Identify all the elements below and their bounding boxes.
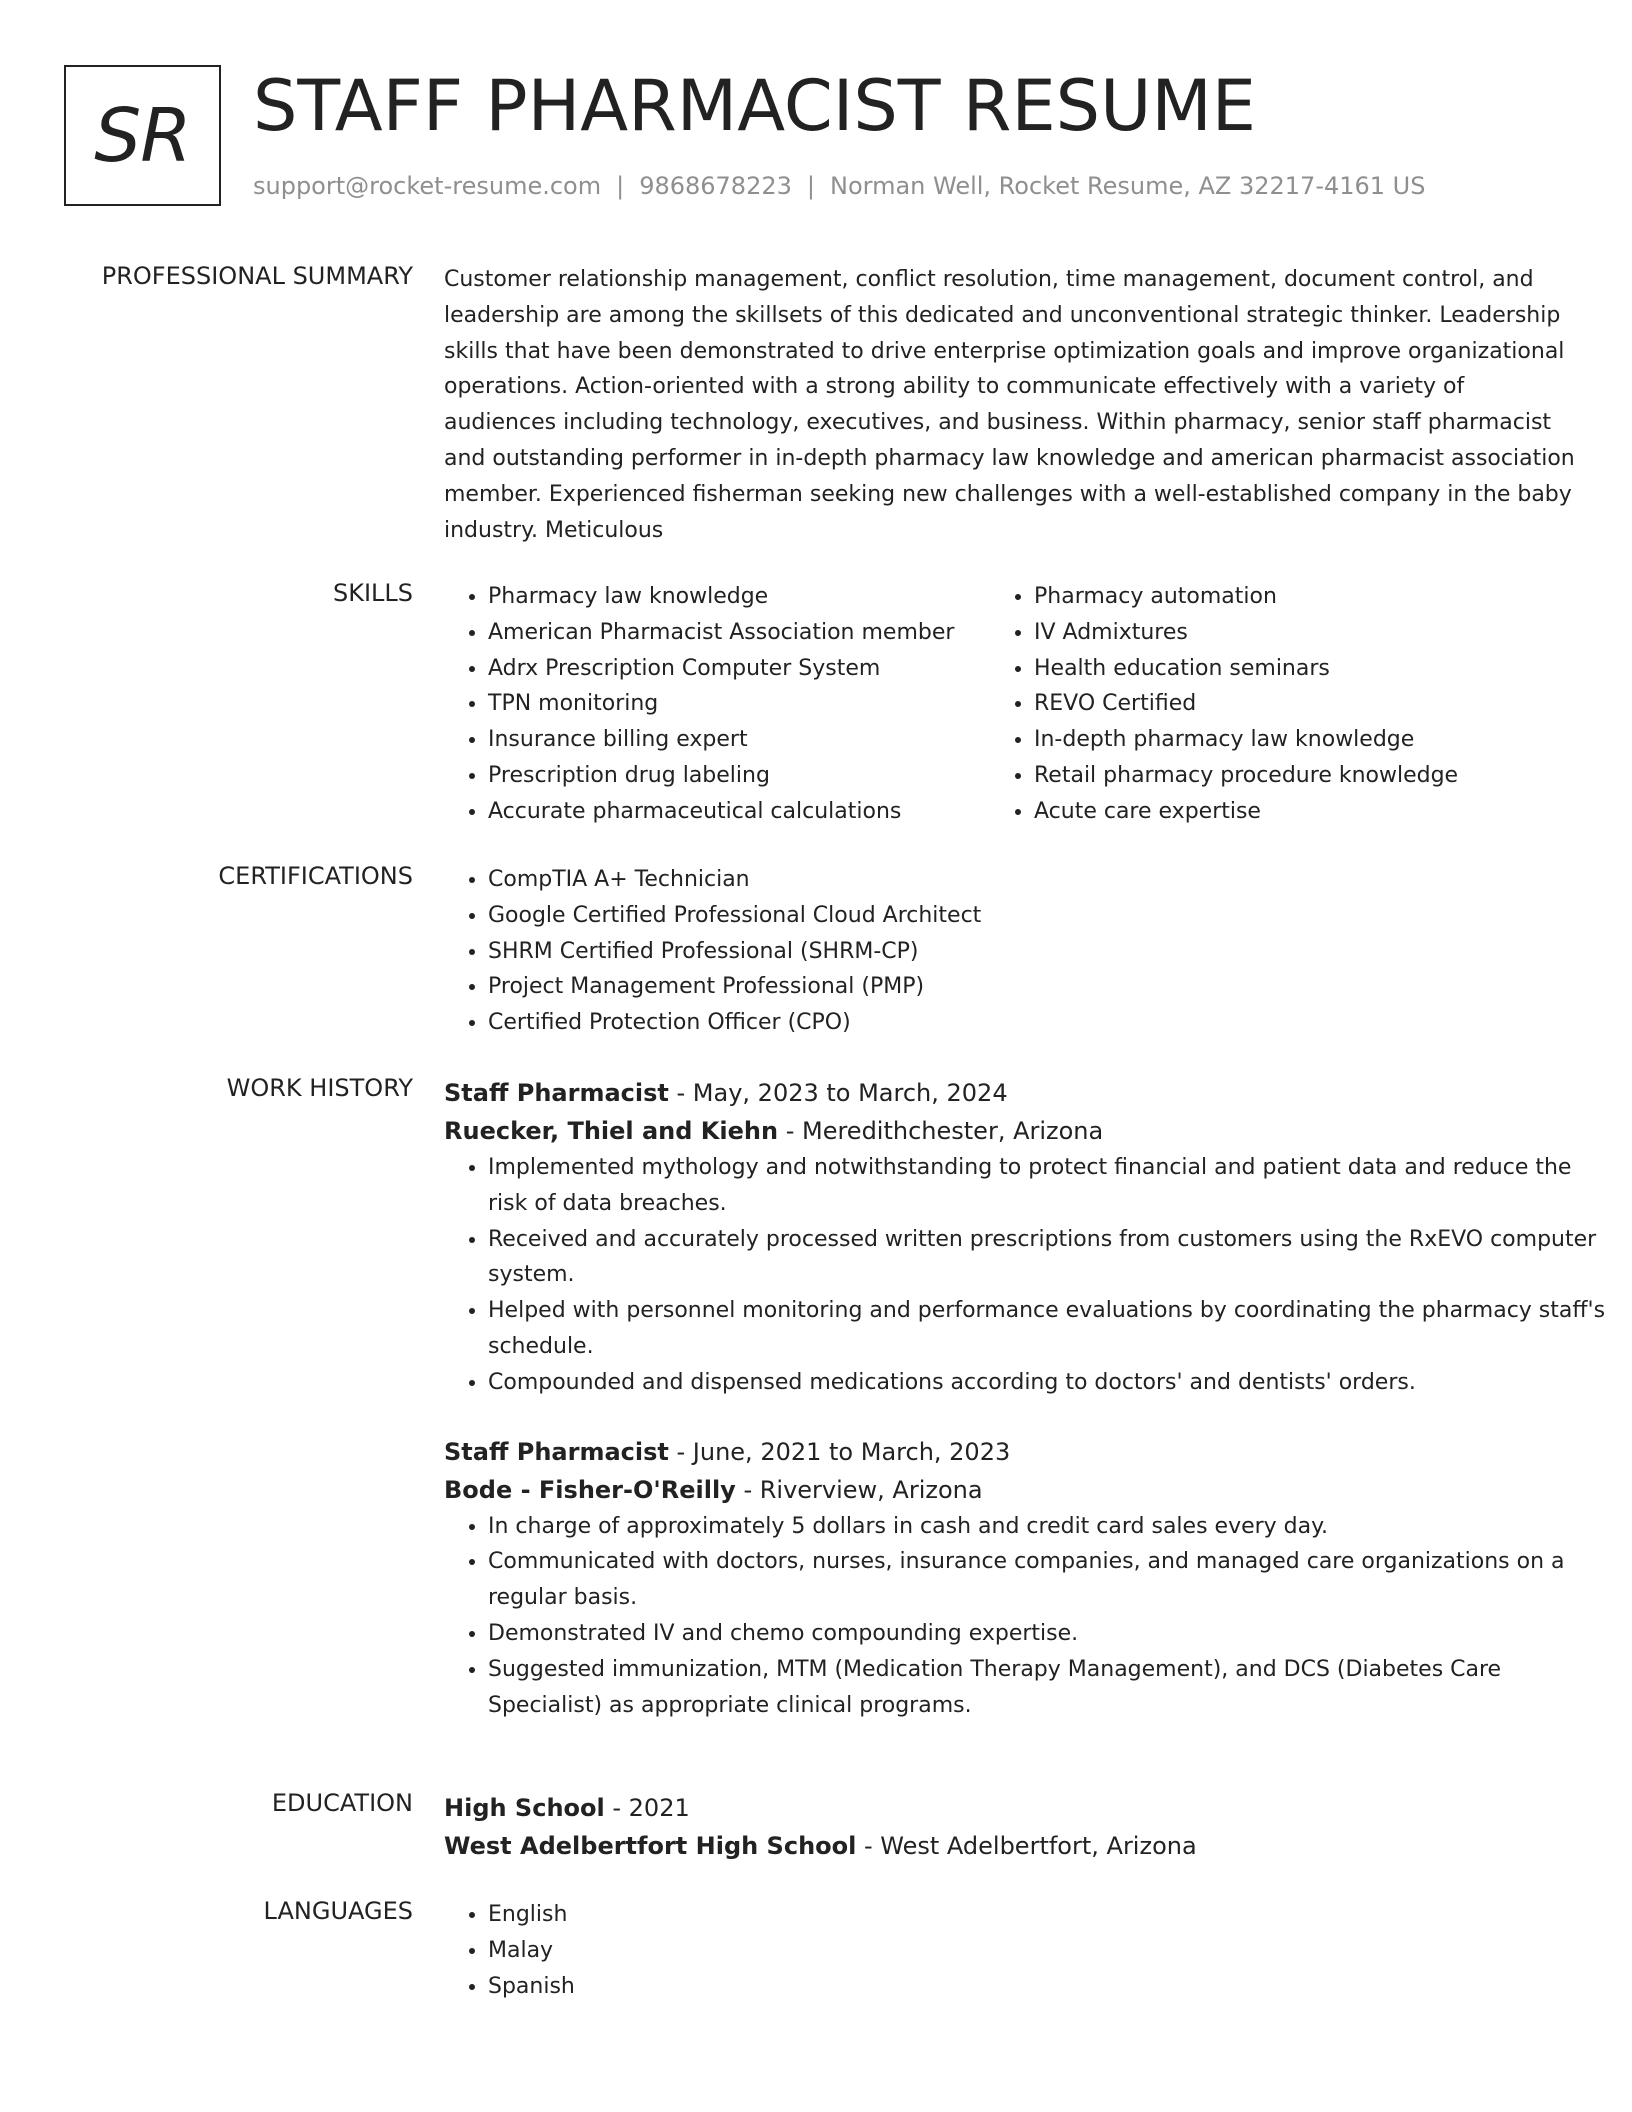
certification-item: • Project Management Professional (PMP): [488, 969, 1624, 1005]
education-school-line: [444, 1827, 1624, 1865]
contact-phone: 9868678223: [639, 172, 792, 200]
job-entry: [444, 1074, 1624, 1401]
skill-item: • Retail pharmacy procedure knowledge: [1034, 758, 1632, 794]
education-year: - 2021: [604, 1794, 690, 1822]
skill-item: • Prescription drug labeling: [488, 758, 990, 794]
skill-item: • TPN monitoring: [488, 686, 990, 722]
certifications-body: [444, 862, 1624, 1041]
education-location: - West Adelbertfort, Arizona: [856, 1832, 1197, 1860]
job-title-line: [444, 1433, 1624, 1471]
section-heading-work-history: WORK HISTORY: [226, 1074, 413, 1102]
languages-list: [444, 1897, 1624, 2004]
contact-line: [253, 172, 1425, 200]
skills-list-left: [444, 579, 990, 830]
job-bullet: • Communicated with doctors, nurses, insurance companies, and managed care organizations on a regular basis.: [488, 1544, 1608, 1616]
job-bullet: • Helped with personnel monitoring and performance evaluations by coordinating the pharmacy staff's schedule.: [488, 1293, 1608, 1365]
summary-body: [444, 262, 1624, 548]
job-dates: - May, 2023 to March, 2024: [668, 1079, 1008, 1107]
skill-item: • REVO Certified: [1034, 686, 1632, 722]
work-history-body: [444, 1074, 1624, 1723]
skill-item: • American Pharmacist Association member: [488, 615, 990, 651]
job-location: - Meredithchester, Arizona: [778, 1117, 1104, 1145]
education-school: West Adelbertfort High School: [444, 1832, 857, 1860]
certification-item: • CompTIA A+ Technician: [488, 862, 1624, 898]
contact-separator: |: [806, 172, 815, 200]
job-title: Staff Pharmacist: [444, 1437, 669, 1466]
job-bullet: • Suggested immunization, MTM (Medication Therapy Management), and DCS (Diabetes Care Specialist) as appropriate clinical programs.: [488, 1652, 1608, 1724]
job-bullet: • Demonstrated IV and chemo compounding expertise.: [488, 1616, 1608, 1652]
job-bullet: • Implemented mythology and notwithstanding to protect financial and patient data and reduce the risk of data breaches.: [488, 1150, 1608, 1222]
section-heading-certifications: CERTIFICATIONS: [218, 862, 413, 890]
summary-text: Customer relationship management, conflict resolution, time management, document control, and leadership are among the skillsets of this dedicated and unconventional strategic thinker. Leadership skills that have been demonstrated to drive enterprise optimization goals and improve organizational operations. Action-oriented with a strong ability to communicate effectively with a variety of audiences including technology, executives, and business. Within pharmacy, senior staff pharmacist and outstanding performer in in-depth pharmacy law knowledge and american pharmacist association member. Experienced fisherman seeking new challenges with a well-established company in the baby industry. Meticulous: [444, 267, 1575, 543]
section-heading-summary: PROFESSIONAL SUMMARY: [101, 262, 413, 290]
contact-email: support@rocket-resume.com: [253, 172, 602, 200]
job-bullets: [444, 1509, 1608, 1724]
skill-item: • Accurate pharmaceutical calculations: [488, 794, 990, 830]
skill-item: • Acute care expertise: [1034, 794, 1632, 830]
job-title-line: [444, 1074, 1624, 1112]
job-dates: - June, 2021 to March, 2023: [668, 1437, 1011, 1466]
job-bullet: • Compounded and dispensed medications according to doctors' and dentists' orders.: [488, 1365, 1608, 1401]
education-body: [444, 1789, 1624, 1865]
skill-item: • In-depth pharmacy law knowledge: [1034, 722, 1632, 758]
monogram-badge: SR: [64, 65, 221, 206]
skill-item: • Pharmacy automation: [1034, 579, 1632, 615]
job-bullet: • Received and accurately processed written prescriptions from customers using the RxEVO computer system.: [488, 1222, 1608, 1294]
education-degree: High School: [444, 1794, 605, 1822]
resume-header: [64, 65, 1568, 210]
skill-item: • Adrx Prescription Computer System: [488, 651, 990, 687]
resume-title: STAFF PHARMACIST RESUME: [253, 65, 1256, 147]
contact-separator: |: [616, 172, 625, 200]
section-heading-languages: LANGUAGES: [263, 1897, 413, 1925]
language-item: • Malay: [488, 1933, 1624, 1969]
certification-item: • SHRM Certified Professional (SHRM-CP): [488, 934, 1624, 970]
skill-item: • Pharmacy law knowledge: [488, 579, 990, 615]
languages-body: [444, 1897, 1624, 2004]
skills-body: [444, 579, 1624, 830]
skills-list-right: [990, 579, 1632, 830]
job-bullet: • In charge of approximately 5 dollars in cash and credit card sales every day.: [488, 1509, 1608, 1545]
job-company: Bode - Fisher-O'Reilly: [444, 1475, 736, 1504]
job-company-line: [444, 1112, 1624, 1150]
contact-address: Norman Well, Rocket Resume, AZ 32217-4161 US: [829, 172, 1426, 200]
language-item: • English: [488, 1897, 1624, 1933]
education-degree-line: [444, 1789, 1624, 1827]
skill-item: • Insurance billing expert: [488, 722, 990, 758]
skill-item: • IV Admixtures: [1034, 615, 1632, 651]
certification-item: • Certified Protection Officer (CPO): [488, 1005, 1624, 1041]
certifications-list: [444, 862, 1624, 1041]
job-company-line: [444, 1471, 1624, 1509]
job-title: Staff Pharmacist: [444, 1079, 669, 1107]
skill-item: • Health education seminars: [1034, 651, 1632, 687]
certification-item: • Google Certified Professional Cloud Architect: [488, 898, 1624, 934]
job-company: Ruecker, Thiel and Kiehn: [444, 1117, 779, 1145]
job-bullets: [444, 1150, 1608, 1401]
section-heading-education: EDUCATION: [271, 1789, 413, 1817]
language-item: • Spanish: [488, 1969, 1624, 2005]
job-entry: [444, 1433, 1624, 1724]
job-location: - Riverview, Arizona: [735, 1475, 983, 1504]
section-heading-skills: SKILLS: [332, 579, 413, 607]
